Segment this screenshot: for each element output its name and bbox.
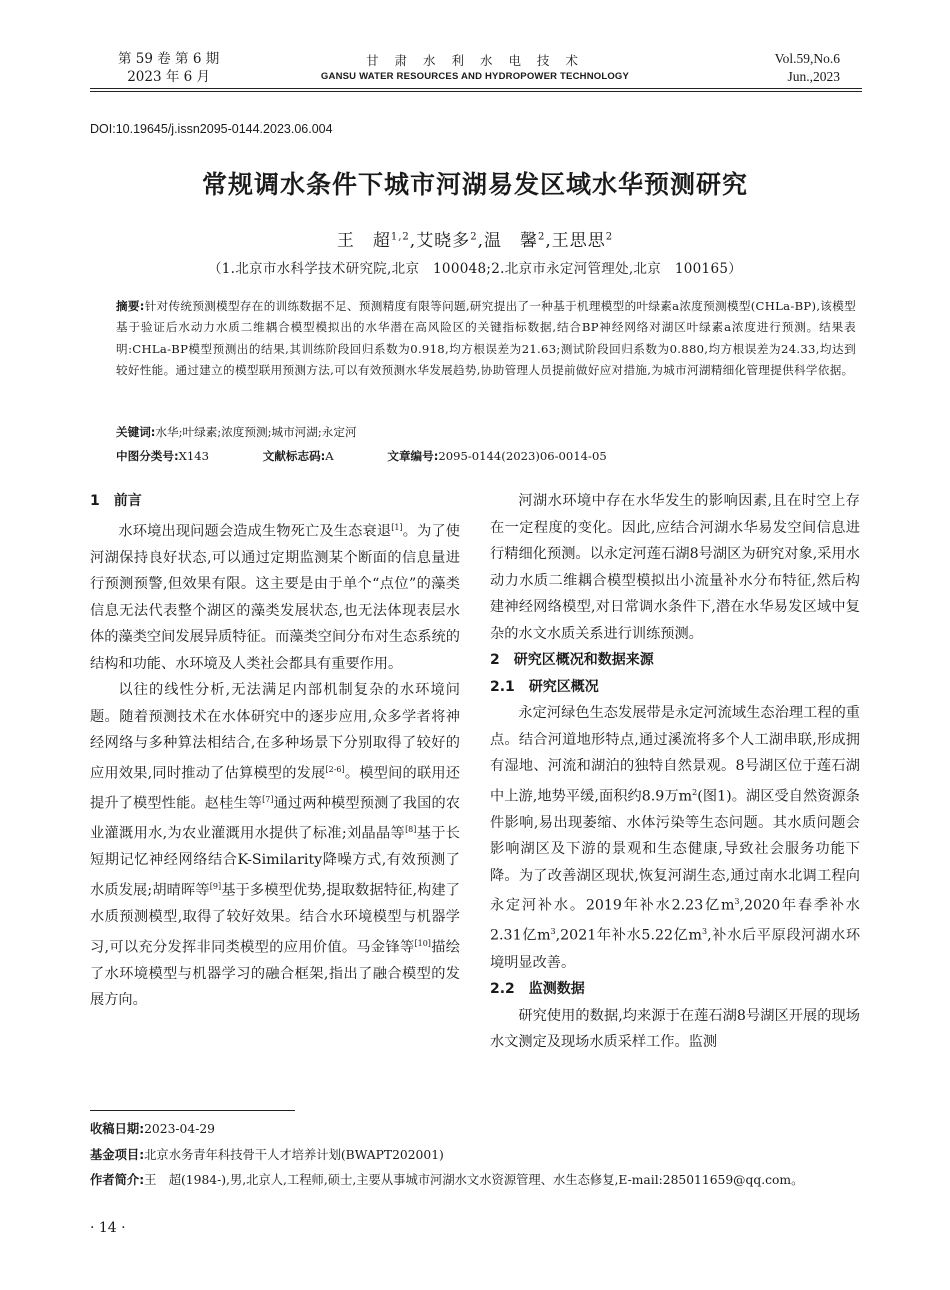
paragraph: 河湖水环境中存在水华发生的影响因素,且在时空上存在一定程度的变化。因此,应结合河湖水华易发空间信息进行精细化预测。以永定河莲石湖8号湖区为研究对象,采用水动力水质二维耦合模型模拟出小流量补水分布特征,然后构建神经网络模型,对日常调水条件下,潜在水华易发区域中复杂的水文水质关系进行训练预测。 — [490, 493, 860, 642]
doc-code-value: A — [325, 449, 334, 463]
issue-info — [118, 50, 219, 86]
classification-line — [116, 448, 856, 464]
author-name: 艾晓多 — [416, 231, 471, 251]
citation: [2-6] — [325, 764, 345, 774]
subsection-heading: 2.2 监测数据 — [490, 981, 585, 998]
journal-name — [310, 52, 640, 84]
doi: DOI:10.19645/j.issn2095-0144.2023.06.004 — [90, 122, 333, 136]
citation: [7] — [262, 794, 274, 804]
header-rule-thin — [90, 91, 862, 92]
author-name: 王 超 — [336, 231, 391, 251]
keywords-text: 水华;叶绿素;浓度预测;城市河湖;永定河 — [155, 425, 357, 439]
author-affiliation-mark: 2 — [470, 231, 478, 243]
volume-issue-en: Vol.59,No.6 — [774, 51, 840, 66]
citation: [10] — [414, 938, 431, 948]
paragraph: 以往的线性分析,无法满足内部机制复杂的水环境问题。随着预测技术在水体研究中的逐步应用,众多学者将神经网络与多种算法相结合,在多种场景下分别取得了较好的应用效果,同时推动了估算模型的发展[2-6]。模型间的联用还提升了模型性能。赵桂生等[7]通过两种模型预测了我国的农业灌溉用水,为农业灌溉用水提供了标准;刘晶晶等[8]基于长短期记忆神经网络结合K-Similarity降噪方式,有效预测了水质发展;胡晴晖等[9]基于多模型优势,提取数据特征,构建了水质预测模型,取得了较好效果。结合水环境模型与机器学习,可以充分发挥非同类模型的应用价值。马金锋等[10]描绘了水环境模型与机器学习的融合框架,指出了融合模型的发展方向。 — [90, 682, 460, 1009]
author-name: 王思思 — [551, 231, 606, 251]
page-number: · 14 · — [90, 1220, 126, 1236]
footnotes — [90, 1117, 870, 1194]
author-affiliation-mark: 1,2 — [390, 231, 410, 243]
volume-issue: 第 59 卷 第 6 期 — [118, 51, 220, 67]
section-heading: 1 前言 — [90, 493, 142, 509]
author-affiliation-mark: 2 — [605, 231, 614, 243]
header-rule — [90, 88, 862, 89]
received-date: 收稿日期:2023-04-29 — [90, 1122, 216, 1136]
clc-value: X143 — [178, 449, 209, 463]
issue-date: 2023 年 6 月 — [127, 69, 211, 85]
issue-date-en: Jun.,2023 — [787, 69, 840, 84]
issue-info-en — [730, 50, 840, 86]
doc-code-label: 文献标志码: — [262, 449, 326, 463]
citation: [8] — [405, 825, 417, 835]
keywords-label: 关键词: — [116, 425, 156, 439]
author-bio: 作者简介:王 超(1984-),男,北京人,工程师,硕士,主要从事城市河湖水文水资源管理、水生态修复,E-mail:285011659@qq.com。 — [90, 1173, 804, 1187]
author-name: 温 馨 — [483, 231, 538, 251]
abstract-label: 摘要: — [116, 299, 145, 313]
clc-label: 中图分类号: — [116, 449, 179, 463]
abstract-text: 针对传统预测模型存在的训练数据不足、预测精度有限等问题,研究提出了一种基于机理模型的叶绿素a浓度预测模型(CHLa-BP),该模型基于验证后水动力水质二维耦合模型模拟出的水华潜在高风险区的关键指标数据,结合BP神经网络对湖区叶绿素a浓度进行预测。结果表明:CHLa-BP模型预测出的结果,其训练阶段回归系数为0.918,均方根误差为21.63;测试阶段回归系数为0.880,均方根误差为24.33,均达到较好性能。通过建立的模型联用预测方法,可以有效预测水华发展趋势,协助管理人员提前做好应对措施,为城市河湖精细化管理提供科学依据。 — [116, 299, 856, 377]
keywords — [116, 424, 357, 440]
footnote-rule — [90, 1110, 295, 1111]
author-affiliation-mark: 2 — [537, 231, 546, 243]
section-heading: 2 研究区概况和数据来源 — [490, 652, 654, 668]
affiliations: （1.北京市水科学技术研究院,北京 100048;2.北京市永定河管理处,北京 100165） — [207, 261, 743, 277]
journal-name-en: GANSU WATER RESOURCES AND HYDROPOWER TECHNOLOGY — [320, 71, 630, 82]
citation: [1] — [391, 522, 403, 532]
article-number-label: 文章编号: — [387, 449, 439, 463]
citation: [9] — [209, 881, 222, 891]
subsection-heading: 2.1 研究区概况 — [490, 678, 599, 695]
left-column — [90, 488, 460, 1014]
paper-title: 常规调水条件下城市河湖易发区域水华预测研究 — [201, 170, 748, 199]
journal-name-cn: 甘 肃 水 利 水 电 技 术 — [366, 53, 584, 68]
paragraph: 永定河绿色生态发展带是永定河流域生态治理工程的重点。结合河道地形特点,通过溪流将多个人工湖串联,形成拥有湿地、河流和湖泊的独特自然景观。8号湖区位于莲石湖中上游,地势平缓,面积约8.9万$m^2$(图1)。湖区受自然资源条件影响,易出现萎缩、水体污染等生态问题。其水质问题会影响湖区及下游的景观和生态健康,导致社会服务功能下降。为了改善湖区现状,恢复河湖生态,通过南水北调工程向永定河补水。2019年补水2.23亿$m^3,2020$年春季补水2.31亿$m^3,2021$年补水5.22亿$m^3$,补水后平原段河湖水环境明显改善。 — [490, 705, 861, 971]
author-list: 王 超$^{1,2}$,艾晓多$^2$,温 馨$^2$,王思思$^2$ — [336, 231, 614, 251]
abstract — [116, 296, 856, 381]
paragraph: 研究使用的数据,均来源于在莲石湖8号湖区开展的现场水文测定及现场水质采样工作。监测 — [490, 1007, 860, 1051]
right-column — [490, 488, 860, 1056]
article-number-value: 2095-0144(2023)06-0014-05 — [438, 449, 607, 463]
funding: 基金项目:北京水务青年科技骨干人才培养计划(BWAPT202001) — [90, 1147, 444, 1162]
paragraph: 水环境出现问题会造成生物死亡及生态衰退[1]。为了使河湖保持良好状态,可以通过定期监测某个断面的信息量进行预测预警,但效果有限。这主要是由于单个“点位”的藻类信息无法代表整个湖区的藻类发展状态,也无法体现表层水体的藻类空间发展异质特征。而藻类空间分布对生态系统的结构和功能、水环境及人类社会都具有重要作用。 — [90, 522, 460, 672]
